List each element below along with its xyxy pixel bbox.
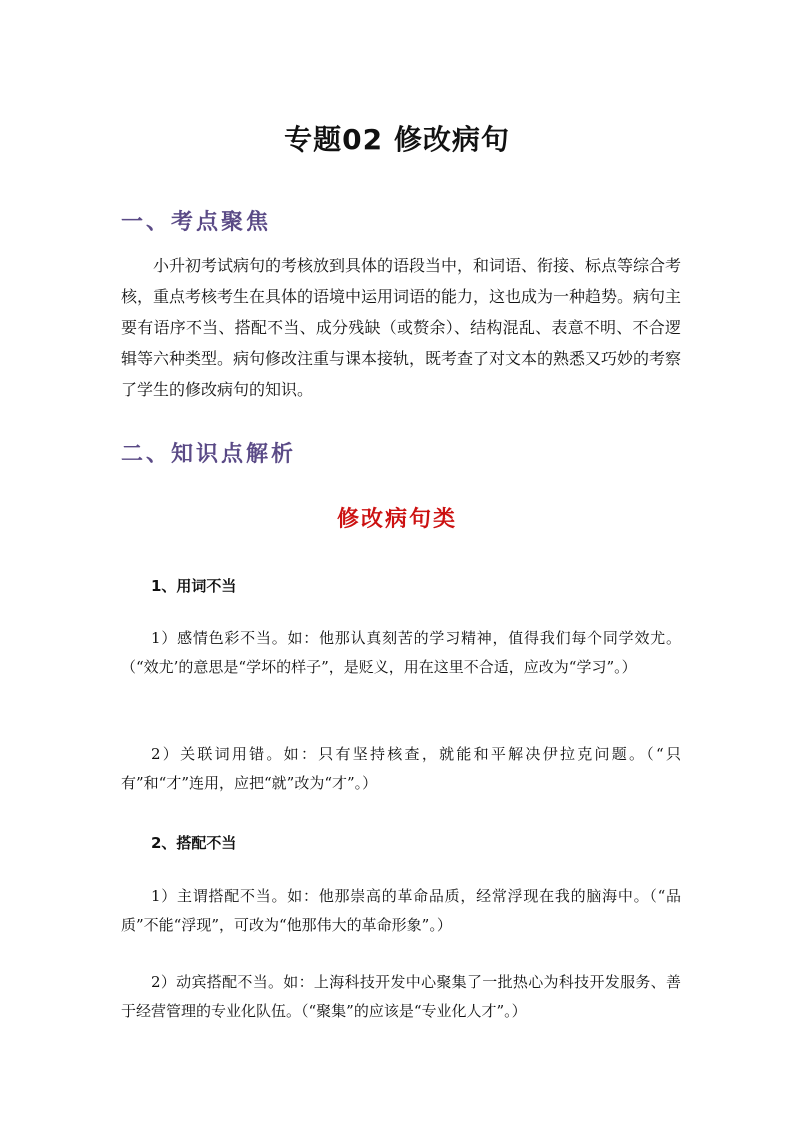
- section-heading-focus: 一、考点聚焦: [121, 210, 272, 235]
- item-heading-word-misuse: 1、用词不当: [151, 577, 237, 595]
- example-text: 1）感情色彩不当。如：他那认真刻苦的学习精神，值得我们每个同学效尤。（“效尤’的意思是“学坏的样子”，是贬义，用在这里不合适，应改为“学习”。）: [121, 629, 681, 676]
- section-heading-analysis: 二、知识点解析: [121, 442, 297, 467]
- example-text: 1）主谓搭配不当。如：他那崇高的革命品质，经常浮现在我的脑海中。（“品质”不能“浮现”，可改为“他那伟大的革命形象”。）: [121, 887, 681, 934]
- example-paragraph: [121, 968, 681, 1026]
- example-text: 2）关联词用错。如：只有坚持核查，就能和平解决伊拉克问题。（“只有”和“才”连用，应把“就”改为“才”。）: [121, 745, 681, 792]
- example-paragraph: [121, 624, 681, 682]
- item-heading-collocation: 2、搭配不当: [151, 834, 237, 852]
- example-text: 2）动宾搭配不当。如：上海科技开发中心聚集了一批热心为科技开发服务、善于经营管理的专业化队伍。（“聚集”的应该是“专业化人才”。）: [121, 973, 681, 1020]
- intro-text: 小升初考试病句的考核放到具体的语段当中，和词语、衔接、标点等综合考核，重点考核考生在具体的语境中运用词语的能力，这也成为一种趋势。病句主要有语序不当、搭配不当、成分残缺（或赘余）、结构混乱、表意不明、不合逻辑等六种类型。病句修改注重与课本接轨，既考查了对文本的熟悉又巧妙的考察了学生的修改病句的知识。: [121, 256, 682, 399]
- example-paragraph: [121, 882, 681, 940]
- example-paragraph: [121, 740, 681, 798]
- page-title: 专题02 修改病句: [284, 123, 510, 156]
- intro-paragraph: [121, 250, 681, 405]
- category-heading: 修改病句类: [336, 506, 457, 532]
